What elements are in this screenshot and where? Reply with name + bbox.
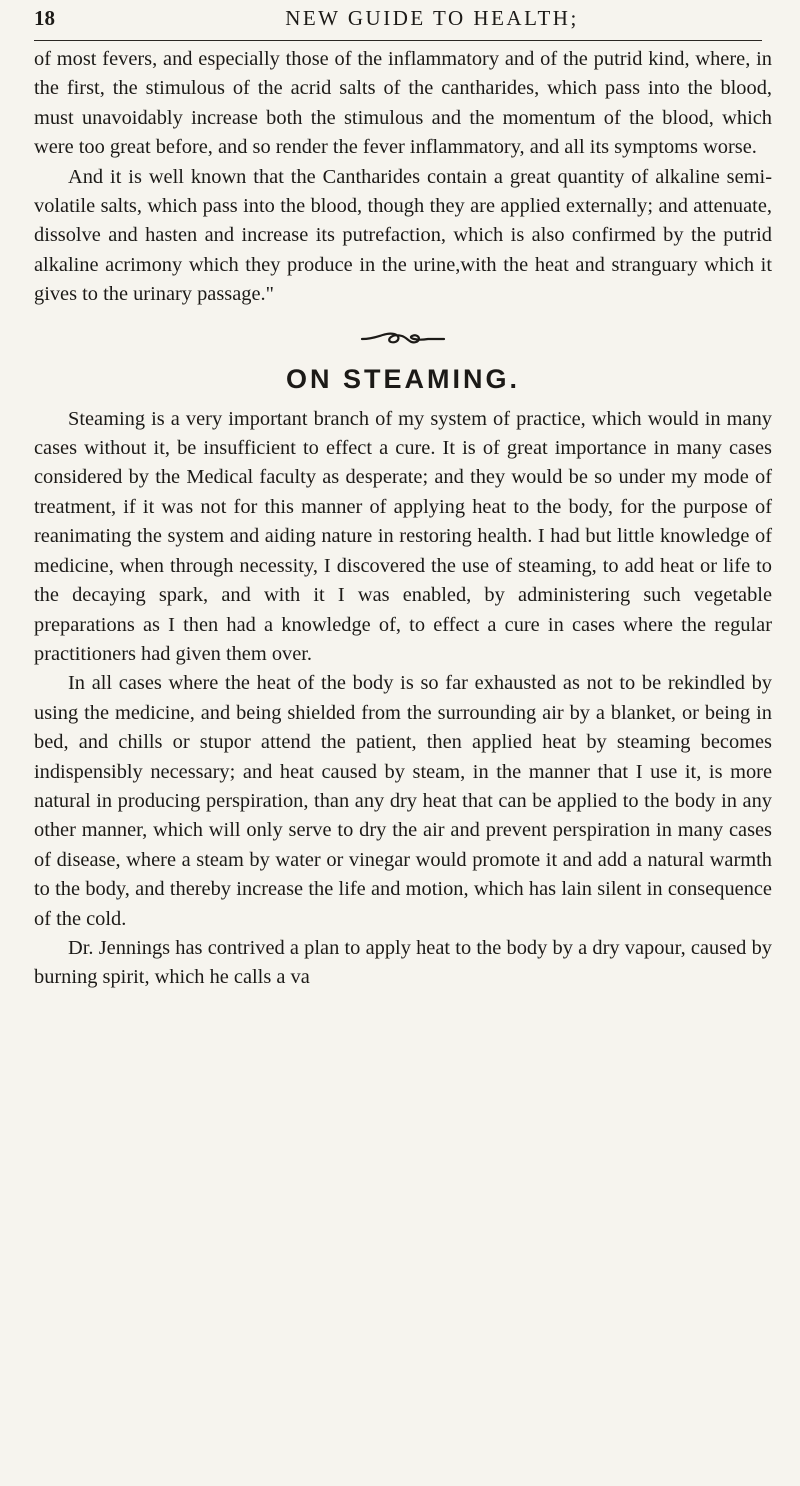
page-number: 18 <box>34 6 55 30</box>
paragraph-cantharides: And it is well known that the Cantharides contain a great quantity of alkaline semi-volatile salts, which pass into the blood, though they are applied externally; and attenuate, dissolve and hasten and increase its putrefaction, which is also confirmed by the putrid alkaline acrimony which they produce in the urine,with the heat and stranguary which it gives to the urinary passage." <box>34 165 772 306</box>
flourish-divider-icon <box>34 320 772 358</box>
paragraph-steaming-intro: Steaming is a very important branch of my system of practice, which would in many cases without it, be insufficient to effect a cure. It is of great importance in many cases considered by the Medical faculty as desperate; and they would be so under my mode of treatment, if it was not for this manner of applying heat to the body, for the purpose of reanimating the system and aiding nature in restoring health. I had but little knowledge of medicine, when through necessity, I discovered the use of steaming, to add heat or life to the decaying spark, and with it I was enabled, by administering such vegetable preparations as I then had a knowledge of, to effect a cure in cases where the regular practitioners had given them over. <box>34 407 772 665</box>
running-head <box>34 0 762 41</box>
paragraph-jennings: Dr. Jennings has contrived a plan to apply heat to the body by a dry vapour, caused by burning spirit, which he calls a va <box>34 936 772 989</box>
paragraph-continued: of most fevers, and especially those of the inflammatory and of the putrid kind, where, in the first, the stimulous of the acrid salts of the cantharides, which pass into the blood, must unavoidably increase both the stimulous and the momentum of the blood, which were too great before, and so render the fever inflammatory, and all its symptoms worse. <box>34 48 772 159</box>
paragraph-steaming-cases: In all cases where the heat of the body is so far exhausted as not to be rekindled by using the medicine, and being shielded from the surrounding air by a blanket, or being in bed, and chills or stupor attend the patient, then applied heat by steaming becomes indispensibly necessary; and heat caused by steam, in the manner that I use it, is more natural in producing perspiration, than any dry heat that can be applied to the body in any other manner, which will only serve to dry the air and prevent perspiration in many cases of disease, where a steam by water or vinegar would promote it and add a natural warmth to the body, and thereby increase the life and motion, which has lain silent in consequence of the cold. <box>34 672 772 930</box>
section-heading: ON STEAMING. <box>285 363 520 394</box>
running-title: NEW GUIDE TO HEALTH; <box>285 6 579 30</box>
